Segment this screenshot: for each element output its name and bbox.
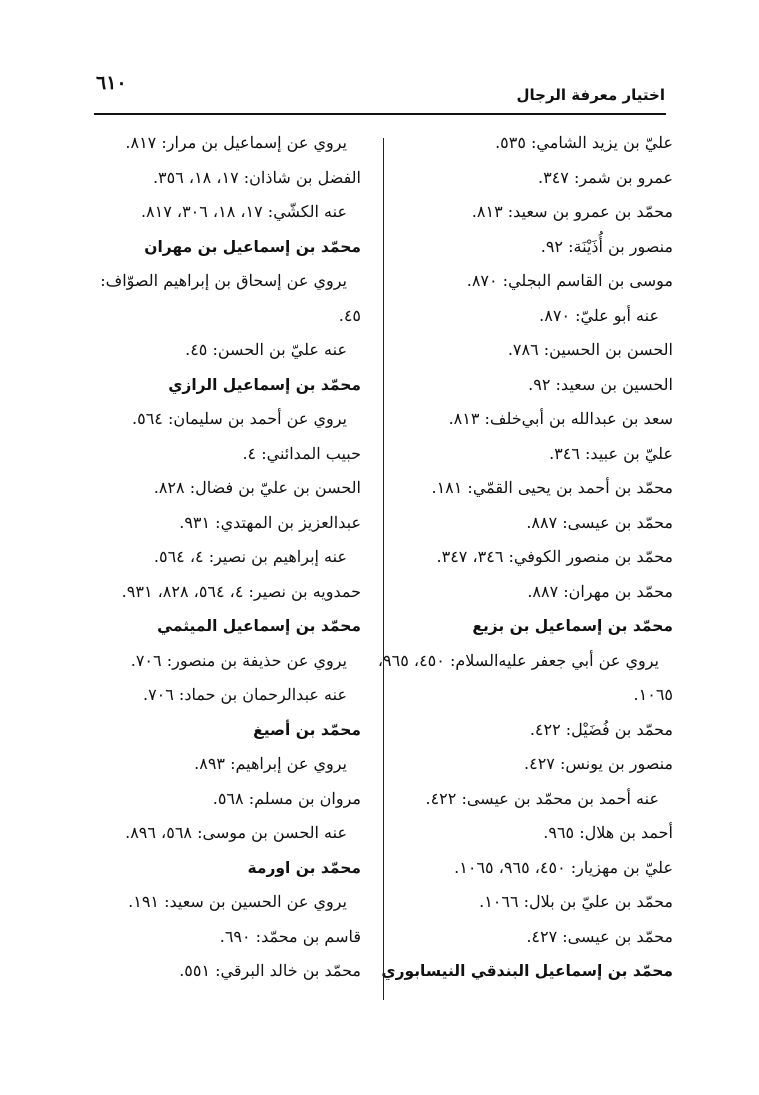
entry-line: منصور بن أُذَيْنَة: ٩٢. <box>540 236 673 256</box>
entry-line: عليّ بن يزيد الشامي: ٥٣٥. <box>495 133 673 152</box>
entry-line: حبيب المدائني: ٤. <box>242 443 361 463</box>
entry-line: حمدويه بن نصير: ٤، ٥٦٤، ٨٢٨، ٩٣١. <box>121 581 361 601</box>
entry-line: محمّد بن عليّ بن بلال: ١٠٦٦. <box>479 892 673 911</box>
entry-heading: محمّد بن إسماعيل بن بزيع <box>472 617 673 635</box>
entry-subline: عنه الحسن بن موسى: ٥٦٨، ٨٩٦. <box>125 823 347 842</box>
running-title: اختيار معرفة الرجال <box>516 86 665 104</box>
entry-line: عليّ بن مهزيار: ٤٥٠، ٩٦٥، ١٠٦٥. <box>454 857 673 877</box>
entry-subline: يروي عن إبراهيم: ٨٩٣. <box>194 754 347 773</box>
entry-line: الحسن بن الحسين: ٧٨٦. <box>507 340 673 359</box>
entry-line: الحسن بن عليّ بن فضال: ٨٢٨. <box>153 478 361 497</box>
page-number: ٦١٠ <box>96 72 127 94</box>
entry-line: محمّد بن مهران: ٨٨٧. <box>527 581 673 601</box>
entry-heading: محمّد بن أصيغ <box>253 720 361 739</box>
entry-line: محمّد بن عيسى: ٤٢٧. <box>526 926 673 946</box>
entry-line: محمّد بن خالد البرقي: ٥٥١. <box>179 961 361 980</box>
entry-heading: محمّد بن إسماعيل الميثمي <box>157 617 361 635</box>
entry-line: سعد بن عبدالله بن أبي‌خلف: ٨١٣. <box>448 409 673 428</box>
entry-subline: يروي عن أبي جعفر عليه‌السلام: ٤٥٠، ٩٦٥، <box>377 650 659 670</box>
left-column <box>79 126 361 989</box>
entry-subline: عنه أحمد بن محمّد بن عيسى: ٤٢٢. <box>425 788 659 808</box>
entry-heading: محمّد بن اورمة <box>247 858 361 877</box>
entry-line: محمّد بن عيسى: ٨٨٧. <box>526 512 673 532</box>
entry-line: محمّد بن فُضَيْل: ٤٢٢. <box>529 719 673 739</box>
right-column <box>373 126 673 989</box>
entry-subline: عنه عليّ بن الحسن: ٤٥. <box>185 340 347 359</box>
entry-line: عليّ بن عبيد: ٣٤٦. <box>549 443 673 463</box>
entry-subline: يروي عن أحمد بن سليمان: ٥٦٤. <box>132 409 347 428</box>
entry-line: موسى بن القاسم البجلي: ٨٧٠. <box>466 271 673 290</box>
entry-line: محمّد بن منصور الكوفي: ٣٤٦، ٣٤٧. <box>436 547 673 566</box>
entry-heading: محمّد بن إسماعيل الرازي <box>168 375 361 394</box>
entry-subline: عنه عبدالرحمان بن حماد: ٧٠٦. <box>142 685 347 704</box>
entry-line: أحمد بن هلال: ٩٦٥. <box>543 823 673 842</box>
entry-continuation: ١٠٦٥. <box>633 685 673 704</box>
entry-heading: محمّد بن إسماعيل بن مهران <box>144 237 361 256</box>
entry-subline: يروي عن إسحاق بن إبراهيم الصوّاف: <box>100 271 347 290</box>
entry-line: عبدالعزيز بن المهتدي: ٩٣١. <box>179 512 361 532</box>
entry-line: قاسم بن محمّد: ٦٩٠. <box>219 926 361 946</box>
entry-subline: عنه أبو عليّ: ٨٧٠. <box>539 305 659 325</box>
entry-line: عمرو بن شمر: ٣٤٧. <box>538 167 673 187</box>
entry-line: منصور بن يونس: ٤٢٧. <box>524 754 673 773</box>
entry-heading: محمّد بن إسماعيل البندقي النيسابوري <box>381 962 673 980</box>
entry-line: الحسين بن سعيد: ٩٢. <box>528 374 673 394</box>
entry-subline: عنه إبراهيم بن نصير: ٤، ٥٦٤. <box>153 547 347 566</box>
entry-line: مروان بن مسلم: ٥٦٨. <box>212 788 361 808</box>
column-divider <box>383 138 384 1000</box>
entry-subline: عنه الكشّي: ١٧، ١٨، ٣٠٦، ٨١٧. <box>140 202 347 221</box>
entry-line: الفضل بن شاذان: ١٧، ١٨، ٣٥٦. <box>152 167 361 187</box>
entry-continuation: ٤٥. <box>338 305 361 325</box>
entry-line: محمّد بن أحمد بن يحيى القمّي: ١٨١. <box>431 478 673 497</box>
entry-subline: يروي عن إسماعيل بن مرار: ٨١٧. <box>125 133 347 152</box>
entry-subline: يروي عن حذيفة بن منصور: ٧٠٦. <box>130 650 347 670</box>
entry-line: محمّد بن عمرو بن سعيد: ٨١٣. <box>471 202 673 221</box>
header-rule <box>94 113 666 115</box>
entry-subline: يروي عن الحسين بن سعيد: ١٩١. <box>128 892 347 911</box>
